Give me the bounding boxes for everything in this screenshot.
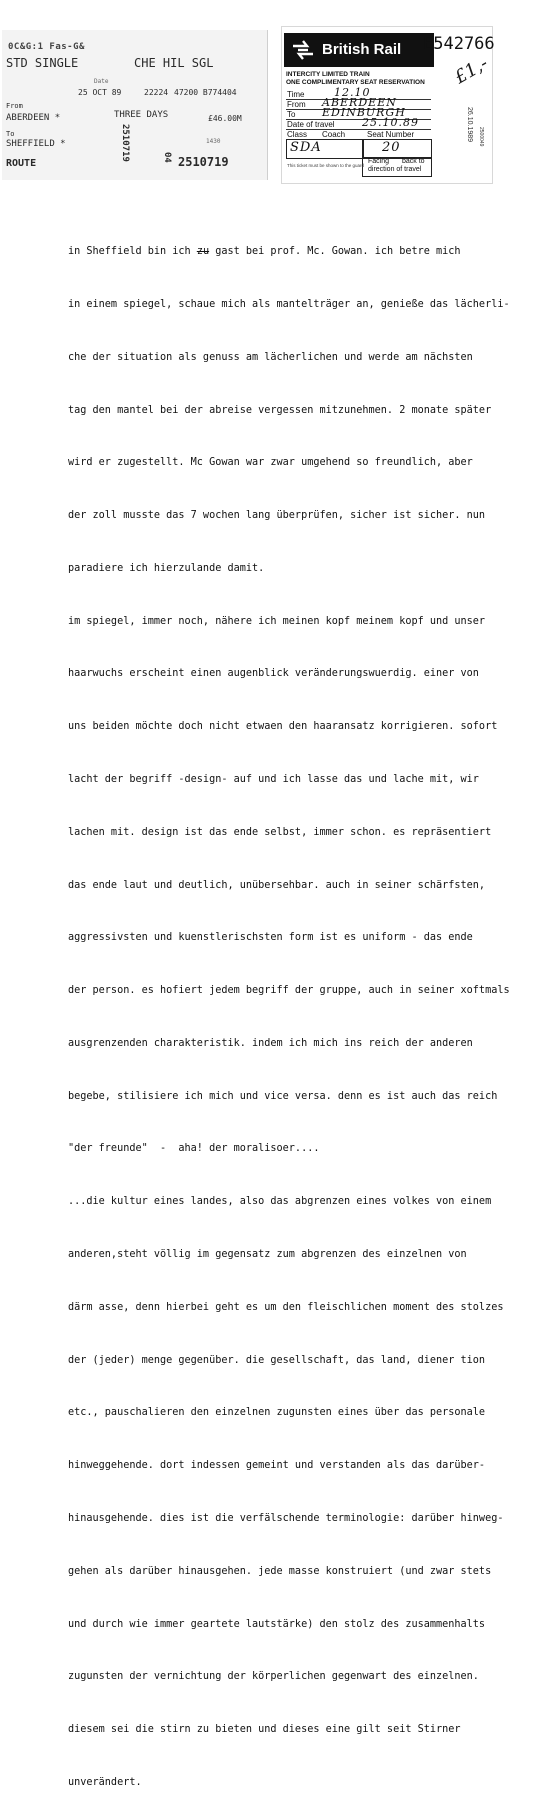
brand-name: British Rail — [322, 41, 402, 58]
facing-label: Facing — [368, 158, 390, 165]
text-line: hinausgehende. dies ist die verfälschende terminologie: darüber hinweg- — [68, 1512, 504, 1524]
ticket-serial: 2510719 — [178, 155, 229, 169]
ticket-from-label: From — [6, 102, 23, 110]
time-label: Time — [287, 90, 305, 99]
text-line: der (jeder) menge gegenüber. die gesellschaft, das land, diener tion — [68, 1354, 486, 1366]
to-value: EDINBURGH — [322, 106, 406, 119]
ticket-to: SHEFFIELD * — [6, 139, 66, 149]
coach-label: Coach — [322, 130, 346, 139]
reservation-number: E542766 — [423, 34, 495, 54]
ticket-subheading: ONE COMPLIMENTARY SEAT RESERVATION — [286, 79, 425, 86]
text-line: der person. es hofiert jedem begriff der gruppe, auch in seiner xoftmals — [68, 985, 510, 997]
text-line: begebe, stilisiere ich mich und vice versa. denn es ist auch das reich — [68, 1090, 498, 1102]
text-line: tag den mantel bei der abreise vergessen mitzunehmen. 2 monate später — [68, 404, 492, 416]
struck-word: zu — [196, 246, 210, 258]
back-to-label: back to — [402, 158, 425, 165]
ticket-class: STD SINGLE — [6, 56, 79, 70]
text-line: zugunsten der vernichtung der körperlichen gegenwart des einzelnen. — [68, 1671, 479, 1683]
train-ticket-aberdeen-sheffield — [2, 30, 268, 180]
ticket-vertical-serial: 2510719 — [120, 124, 130, 162]
text-line: der zoll musste das 7 wochen lang überprüfen, sicher ist sicher. nun — [68, 510, 486, 522]
ticket-heading: INTERCITY LIMITED TRAIN — [286, 71, 370, 78]
text-line: ...die kultur eines landes, also das abgrenzen eines volkes von einem — [68, 1196, 492, 1208]
time-value: 12.10 — [334, 86, 371, 99]
text-line: che der situation als genuss am lächerlichen und werde am nächsten — [68, 351, 473, 363]
text-line: ausgrenzenden charakteristik. indem ich mich ins reich der anderen — [68, 1037, 473, 1049]
direction-label: direction of travel — [368, 166, 422, 173]
ticket-price: £46.00M — [208, 114, 242, 123]
text-line: in Sheffield bin ich zu gast bei prof. Mc. Gowan. ich betre mich — [68, 246, 461, 258]
handwritten-price: £1,- — [451, 52, 492, 89]
ticket-validity: THREE DAYS — [114, 110, 169, 120]
seat-value: 20 — [382, 140, 401, 155]
text-line: hinweggehende. dort indessen gemeint und verstanden als das darüber- — [68, 1460, 486, 1472]
ticket-date: 25 OCT 89 — [78, 88, 122, 97]
ticket-number-b: 47200 B774404 — [174, 88, 237, 97]
ticket-date-label: Date — [94, 78, 109, 85]
text-line: därm asse, denn hierbei geht es um den fleischlichen moment des stolzes — [68, 1301, 504, 1313]
text-line: "der freunde" - aha! der moralisoer.... — [68, 1143, 320, 1155]
text-line: und durch wie immer geartete lautstärke) den stolz des zusammenhalts — [68, 1618, 486, 1630]
from-value: ABERDEEN — [322, 96, 397, 109]
text-line: wird er zugestellt. Mc Gowan war zwar umgehend so freundlich, aber — [68, 457, 473, 469]
text-line: das ende laut und deutlich, unübersehbar. auch in seiner schärfsten, — [68, 879, 486, 891]
seat-number-label: Seat Number — [367, 130, 415, 139]
guard-note: This ticket must be shown to the guard — [287, 163, 365, 168]
ticket-issuer: 0C&G:1 Fas-G& — [8, 42, 85, 52]
text-line: haarwuchs erscheint einen augenblick veränderungswuerdig. einer von — [68, 668, 479, 680]
text-line: etc., pauschalieren den einzelnen zugunsten eines über das personale — [68, 1407, 486, 1419]
date-of-travel-value: 25.10.89 — [362, 116, 419, 129]
to-label: To — [287, 110, 296, 119]
text-line: aggressivsten und kuenstlerischsten form ist es uniform - das ende — [68, 932, 473, 944]
coach-value: SDA — [290, 140, 322, 155]
ticket-vertical-code: 04 — [162, 152, 172, 163]
text-line: uns beiden möchte doch nicht etwaen den haaransatz korrigieren. sofort — [68, 721, 498, 733]
text-line: in einem spiegel, schaue mich als mantelträger an, genieße das lächerli- — [68, 298, 510, 310]
text-line: lacht der begriff -design- auf und ich lasse das und lache mit, wir — [68, 774, 479, 785]
ticket-from: ABERDEEN * — [6, 113, 61, 123]
text-line: lachen mit. design ist das ende selbst, immer schon. es repräsentiert — [68, 826, 492, 838]
text-line: unverändert. — [68, 1776, 142, 1788]
date-of-travel-label: Date of travel — [287, 120, 335, 129]
ticket-route: ROUTE — [6, 158, 37, 169]
stamp-code: 2500049 — [478, 127, 484, 147]
text-line: gehen als darüber hinausgehen. jede masse konstruiert (und zwar stets — [68, 1565, 492, 1577]
ticket-type: CHE HIL SGL — [134, 56, 214, 70]
essay-text — [68, 208, 528, 1809]
class-label: Class — [287, 130, 308, 139]
text-line: paradiere ich hierzulande damit. — [68, 562, 265, 574]
text-line: anderen,steht völlig im gegensatz zum abgrenzen des einzelnen von — [68, 1249, 467, 1261]
stamp-date: 26.10.1989 — [466, 107, 473, 143]
text-line: diesem sei die stirn zu bieten und dieses eine gilt seit Stirner — [68, 1724, 461, 1736]
british-rail-logo — [284, 33, 434, 67]
from-label: From — [287, 100, 306, 109]
double-arrow-icon — [290, 38, 316, 62]
ticket-code: 1430 — [206, 138, 221, 145]
ticket-to-label: To — [6, 130, 15, 138]
text-line: im spiegel, immer noch, nähere ich meinen kopf meinem kopf und unser — [68, 615, 486, 627]
ticket-number-a: 22224 — [144, 88, 169, 97]
